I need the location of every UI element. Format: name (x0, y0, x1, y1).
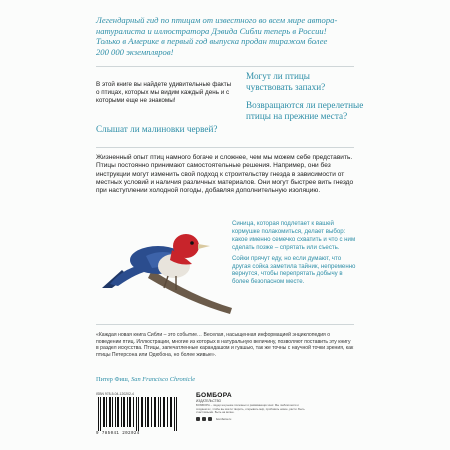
social-telegram-icon (202, 417, 206, 421)
divider-middle (96, 147, 354, 148)
side-paragraph-1: Синица, которая подлетает к вашей кормушке полакомиться, делает выбор: какое именно семечко схватить и что с ним сделать позже – спрятать или съесть. (232, 220, 356, 251)
barcode-block (96, 392, 180, 442)
barcode-icon (96, 397, 180, 431)
review-source: San Francisco Chronicle (131, 376, 196, 383)
body-text: Жизненный опыт птиц намного богаче и сложнее, чем мы можем себе представить. Птицы постоянно принимают самостоятельные решения. Например, они без инструкции могут изменить свой подход к строительству гнезда в зависимости от местных условий и наличия различных материалов. Они могут быстрее вить гнездо при наступлении холодной погоды, добавляя дополнительную изоляцию. (96, 154, 354, 195)
publisher-block (196, 392, 346, 421)
social-youtube-icon (208, 417, 212, 421)
review-quote: «Каждая новая книга Сибли – это событие… Веселая, насыщенная информацией энциклопедия о поведении птиц. Иллюстрации, многие из которых в натуральную величину, позволяют поставить эту книгу в раздел искусства. Птицы, запечатленные карандашом и гуашью, так же точны с научной точки зрения, как птицы Петерсона или Одюбона, но более живые». (96, 332, 354, 358)
intro-text: Легендарный гид по птицам от известного во всем мире автора-натуралиста и иллюстратора Дэвида Сибли теперь в России! Только в Америке в первый год выпуска продан тиражом более 200 000 экземпляров! (96, 15, 338, 57)
review-author (96, 376, 296, 383)
publisher-subtitle: ИЗДАТЕЛЬСТВО (196, 399, 222, 403)
divider-top (96, 66, 354, 67)
publisher-links (196, 417, 346, 421)
facts-intro: В этой книге вы найдете удивительные факты о птицах, которых мы видим каждый день и с которыми еще не знакомы! (96, 81, 232, 105)
publisher-logo: БОМБОРА (196, 392, 232, 399)
publisher-website: bombora.ru (216, 416, 232, 421)
barcode-number: 9 785041 202024 (96, 432, 140, 436)
divider-bottom (96, 324, 354, 325)
side-paragraph-2: Сойки прячут еду, но если думают, что другая сойка заметила тайник, непременно вернутся, чтобы перепрятать добычу в более безопасном месте. (232, 254, 356, 286)
question-worms: Слышат ли малиновки червей? (96, 124, 218, 134)
isbn-label: ISBN 978-5-04-120202-4 (96, 392, 134, 396)
bird-illustration (92, 208, 242, 316)
review-author-name: Питер Фиш, (96, 376, 130, 383)
publisher-description: БОМБОРА – лидер на рынке полезных и развивающих книг. Мы любим книги и создаем их, чтобы вы могли творить, открывать мир, пробовать новое, расти. Быть счастливыми. Быть на волне. (196, 403, 305, 414)
question-smell: Могут ли птицы чувствовать запахи? (246, 71, 326, 92)
side-text (232, 220, 360, 289)
question-return: Возвращаются ли перелетные птицы на прежние места? (246, 100, 364, 121)
social-vk-icon (196, 417, 200, 421)
